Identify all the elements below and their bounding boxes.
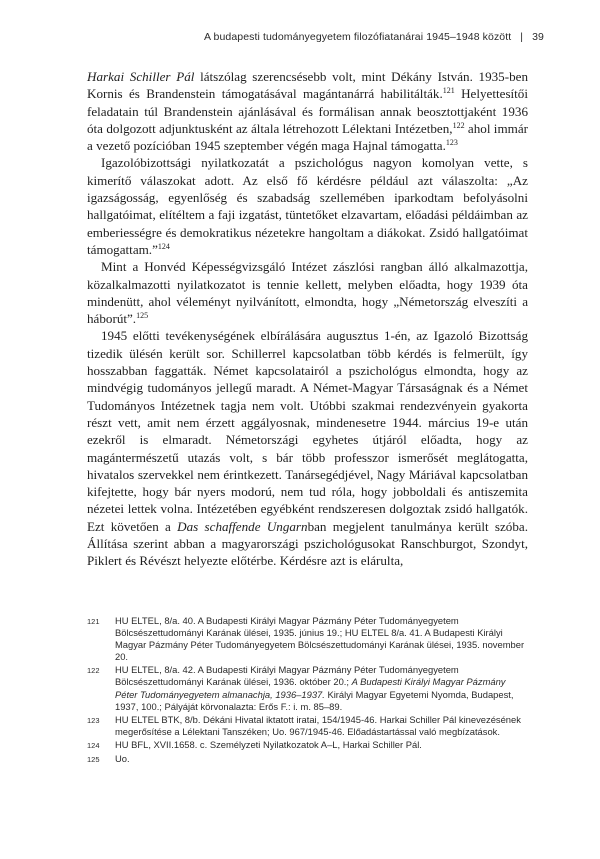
main-text: [87, 68, 528, 570]
paragraph: 1945 előtti tevékenységének elbírálására augusztus 1-én, az Igazoló Bizottság tizedik ülésén került sor. Schillerrel kapcsolatban több kérdés is felmerült, így hosszabban faggatták. Német kapcsolatairól a pszichológus elmondta, hogy az mindvégig tudományos jellegű maradt. A Német-Magyar Társaságnak és a Német Tudományos Intézetnek tagja nem volt. Utóbbi szakmai rendezvényein gyakorta részt vett, amit nem érzett aggályosnak, mindenesetre 1944. március 19-e után ezekről is elmaradt. Németországi egyhetes útjáról előadta, hogy az magántermészetű utazás volt, s bár több professzor ismerősét meglátogatta, hivatalos szervekkel nem érintkezett. Tanársegédjével, Nagy Máriával kapcsolatban kifejtette, hogy bár nyers modorú, nem tud róla, hogy jobboldali és antiszemita nézetei lettek volna. Intézetében egyébként rendszeresen dolgoztak zsidó hallgatók. Ezt követően a Das schaffende Ungarnban megjelent tanulmánya került szóba. Állítása szerint abban a magyarországi pszichológusokat Ranschburgot, Szondyt, Piklert és Révészt helyezte előtérbe. Kérdésre azt is elárulta,: [87, 328, 528, 569]
header-separator: |: [520, 31, 524, 43]
footnote-number: 124: [87, 740, 100, 750]
paragraph: Igazolóbizottsági nyilatkozatát a pszichológus nagyon komolyan vette, s kimerítő válaszokat adott. Az első fő kérdésre például azt válaszolta: „Az igazságosság, egyenlőség és szabadság szellemében iparkodtam befolyásolni hallgatóimat, elítéltem a faji izgatást, tüntetőket elzavartam, előadási példáimban az emberiességre és demokratikus nézetekre hangoltam a diákokat. Zsidó hallgatóimat támogattam.”$^{124}$: [87, 155, 528, 257]
paragraph: Harkai Schiller Pál látszólag szerencsésebb volt, mint Dékány István. 1935-ben Kornis és Brandenstein támogatásával magántanárrá habilitálták.$^{121}$ Helyettesítői feladatain túl Brandenstein ajánlásával és formálisan annak beosztottjaként 1936 óta dolgozott adjunktusként az általa létrehozott Lélektani Intézetben,$^{122}$ ahol immár a vezető pozícióban 1945 szeptember végén maga Hajnal támogatta.$^{123}$: [87, 69, 528, 154]
footnote-text: HU BFL, XVII.1658. c. Személyzeti Nyilatkozatok A–L, Harkai Schiller Pál.: [115, 738, 422, 750]
footnote-number: 121: [87, 617, 100, 626]
footnote-ref[interactable]: 123: [445, 138, 458, 148]
footnote-number: 123: [87, 715, 100, 725]
footnote-ref[interactable]: 125: [136, 311, 149, 321]
footnote-text: HU ELTEL, 8/a. 42. A Budapesti Királyi Magyar Pázmány Péter Tudományegyetem Bölcsészettudományi Karának ülései, 1936. október 20.; A Budapesti Királyi Magyar Pázmány Péter Tudományegyetem almanachja, 1936–1937. Királyi Magyar Egyetemi Nyomda, Budapest, 1937, 100.; Pályáját körvonalazta: Erős F.: i. m. 85–89.: [115, 664, 514, 712]
footnote: [87, 714, 528, 738]
publication-title: A Budapesti Királyi Magyar Pázmány Péter Tudományegyetem almanachja, 1936–1937.: [115, 676, 506, 700]
footnote-text: Uo.: [115, 753, 130, 765]
footnote: [87, 664, 528, 712]
footnote: [87, 739, 528, 752]
publication-title: Das schaffende Ungarn: [177, 518, 308, 534]
page-number: 39: [532, 31, 544, 43]
footnote-ref[interactable]: 122: [452, 120, 465, 130]
footnote-text: HU ELTEL, 8/a. 40. A Budapesti Királyi Magyar Pázmány Péter Tudományegyetem Bölcsészettudományi Karának ülései, 1935. június 19.; HU ELTEL 8/a. 41. A Budapesti Királyi Magyar Pázmány Péter Tudományegyetem Bölcsészettudományi Karának ülései, 1935. november 20.: [115, 615, 525, 663]
running-header: [204, 31, 544, 43]
footnote-number: 122: [87, 666, 100, 676]
footnote: [87, 753, 528, 766]
paragraph: Mint a Honvéd Képességvizsgáló Intézet zászlósi rangban álló alkalmazottja, közalkalmazotti nyilatkozatot is tennie kellett, melyben előadta, hogy 1939 óta mindenütt, ahol véleményt nyilvánított, elmondta, hogy „Németország elveszíti a háborút”.$^{125}$: [87, 259, 528, 327]
footnote: [87, 615, 528, 663]
footnote-number: 125: [87, 755, 100, 765]
person-name: Harkai Schiller Pál: [87, 69, 195, 84]
footnote-ref[interactable]: 124: [157, 241, 170, 251]
footnote-ref[interactable]: 121: [442, 86, 455, 96]
running-title: A budapesti tudományegyetem filozófiatanárai 1945–1948 között: [203, 31, 512, 43]
footnote-text: HU ELTEL BTK, 8/b. Dékáni Hivatal iktatott iratai, 154/1945-46. Harkai Schiller Pál kinevezésének megerősítése a Lélektani Tanszéken; Uo. 967/1945-46. Előadástartással való megbízatások.: [115, 713, 521, 737]
footnotes: [87, 615, 528, 767]
